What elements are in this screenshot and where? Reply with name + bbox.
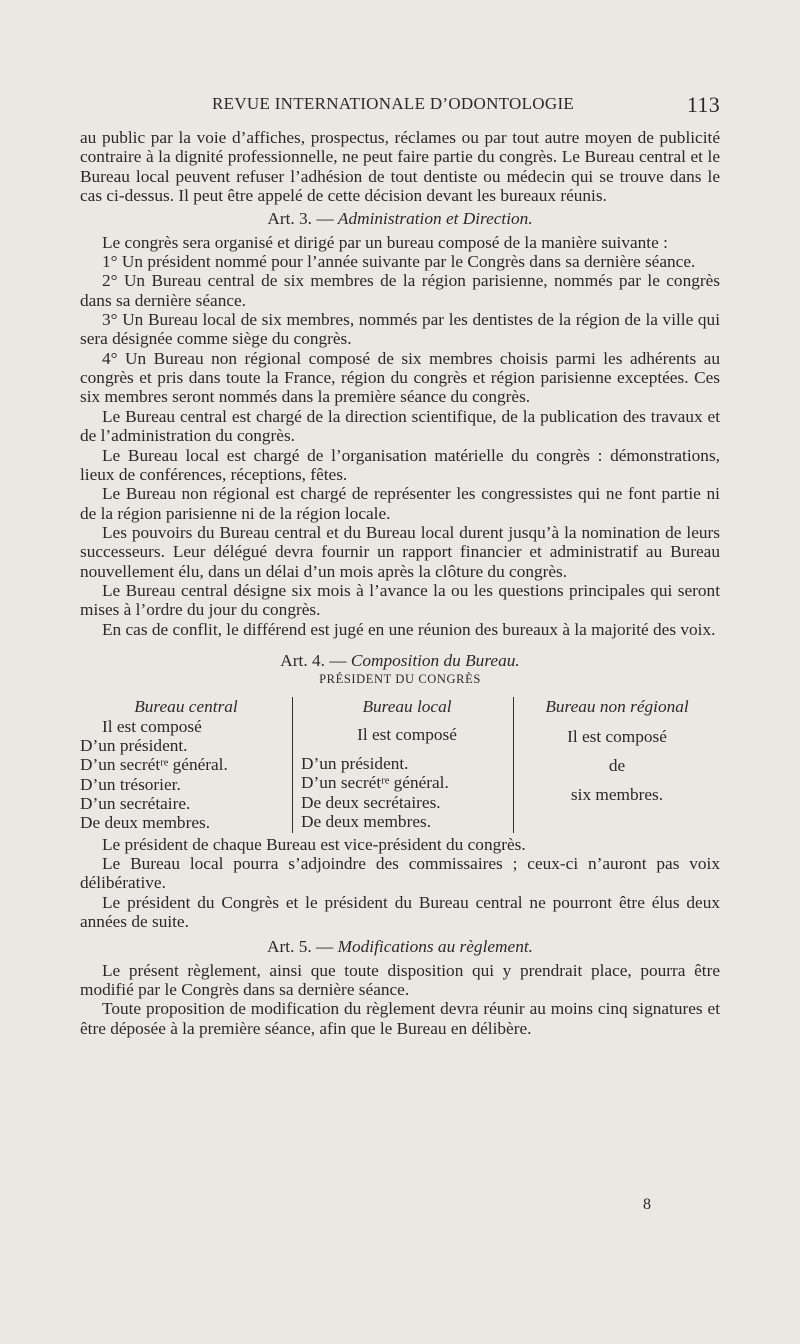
column-line: Il est composé <box>357 724 457 744</box>
art4-paragraph: Le président du Congrès et le président du Bureau central ne pourront être élus deux années de suite. <box>80 892 720 932</box>
column-line: Il est composé <box>567 726 667 746</box>
paragraph-intro: au public par la voie d’affiches, prospectus, réclames ou par tout autre moyen de publicité contraire à la dignité professionnelle, ne peut faire partie du congrès. Le Bureau central et le Bureau local peuvent refuser l’adhésion de tout dentiste ou médecin qui se trouve dans le cas ci-dessus. Il peut être appelé de cette décision devant les bureaux réunis. <box>80 128 720 206</box>
art4-paragraph: Le président de chaque Bureau est vice-président du congrès. <box>102 834 526 854</box>
page-header <box>80 92 720 116</box>
page-number: 113 <box>686 92 720 117</box>
page-body <box>80 128 720 1038</box>
article-4-title: Composition du Bureau. <box>350 650 520 670</box>
bureau-composition-table <box>80 697 720 832</box>
column-line: De deux membres. <box>301 812 432 831</box>
column-heading: Bureau local <box>362 697 452 717</box>
column-line: D’un président. <box>80 735 188 755</box>
art3-paragraph: En cas de conflit, le différend est jugé en une réunion des bureaux à la majorité des voix. <box>102 619 716 639</box>
art5-paragraph: Le présent règlement, ainsi que toute disposition qui y prendrait place, pourra être modifié par le Congrès dans sa dernière séance. <box>80 960 720 1000</box>
column-bureau-central <box>80 697 292 832</box>
column-line: D’un secrétaire. <box>80 794 191 813</box>
article-5-title: Modifications au règlement. <box>337 937 533 957</box>
art3-paragraph: Le Bureau local est chargé de l’organisation matérielle du congrès : démonstrations, lieux de conférences, réceptions, fêtes. <box>80 445 720 484</box>
art3-paragraph: Le congrès sera organisé et dirigé par un bureau composé de la manière suivante : <box>102 232 668 252</box>
art3-paragraph: Le Bureau central est chargé de la direction scientifique, de la publication des travaux et de l’administration du congrès. <box>80 406 720 446</box>
column-heading: Bureau non régional <box>545 697 689 717</box>
column-line: D’un président. <box>301 753 409 773</box>
art3-paragraph: 2° Un Bureau central de six membres de la région parisienne, nommés par le congrès dans sa dernière séance. <box>80 271 720 310</box>
article-5-label: Art. 5. — <box>267 937 338 957</box>
column-line: D’un trésorier. <box>80 774 181 794</box>
article-3-title: Administration et Direction. <box>337 209 533 229</box>
article-4-label: Art. 4. — <box>280 650 351 670</box>
column-line: Il est composé <box>102 716 202 736</box>
art3-paragraph: 1° Un président nommé pour l’année suivante par le Congrès dans sa dernière séance. <box>102 252 696 272</box>
art3-paragraph: Le Bureau central désigne six mois à l’avance la ou les questions principales qui seront mises à l’ordre du jour du congrès. <box>80 580 720 620</box>
column-line: de <box>608 755 626 775</box>
art3-paragraph: Le Bureau non régional est chargé de représenter les congressistes qui ne font partie ni de la région parisienne ni de la région locale. <box>80 484 720 523</box>
president-heading: PRÉSIDENT DU CONGRÈS <box>319 672 481 687</box>
signature-mark: 8 <box>643 1196 651 1213</box>
article-4-heading <box>80 651 720 670</box>
art3-paragraph: Les pouvoirs du Bureau central et du Bureau local durent jusqu’à la nomination de leurs successeurs. Leur délégué devra fournir un rapport financier et administratif au Bureau nouvellement élu, dans un délai d’un mois après la clôture du congrès. <box>80 522 720 581</box>
art3-paragraph: 3° Un Bureau local de six membres, nommés par les dentistes de la région de la ville qui sera désignée comme siège du congrès. <box>80 310 720 349</box>
column-bureau-local <box>292 697 514 832</box>
running-title: REVUE INTERNATIONALE D’ODONTOLOGIE <box>212 94 575 113</box>
column-line: six membres. <box>570 785 664 805</box>
article-3-heading <box>80 209 720 228</box>
column-bureau-non-regional <box>514 697 720 832</box>
art4-paragraph: Le Bureau local pourra s’adjoindre des commissaires ; ceux-ci n’auront pas voix délibérative. <box>80 854 720 893</box>
art3-paragraph: 4° Un Bureau non régional composé de six membres choisis parmi les adhérents au congrès et pris dans toute la France, région du congrès et région parisienne exceptées. Ces six membres seront nommés dans la première séance du congrès. <box>80 348 720 407</box>
column-line: De deux membres. <box>80 813 211 833</box>
article-3-label: Art. 3. — <box>267 209 338 229</box>
column-line: D’un secrétʳᵉ général. <box>301 773 449 793</box>
column-heading: Bureau central <box>134 697 238 717</box>
column-line: D’un secrétʳᵉ général. <box>80 755 228 775</box>
art5-paragraph: Toute proposition de modification du règlement devra réunir au moins cinq signatures et être déposée à la première séance, afin que le Bureau en délibère. <box>80 999 720 1038</box>
article-5-heading <box>80 937 720 956</box>
column-line: De deux secrétaires. <box>301 792 441 812</box>
